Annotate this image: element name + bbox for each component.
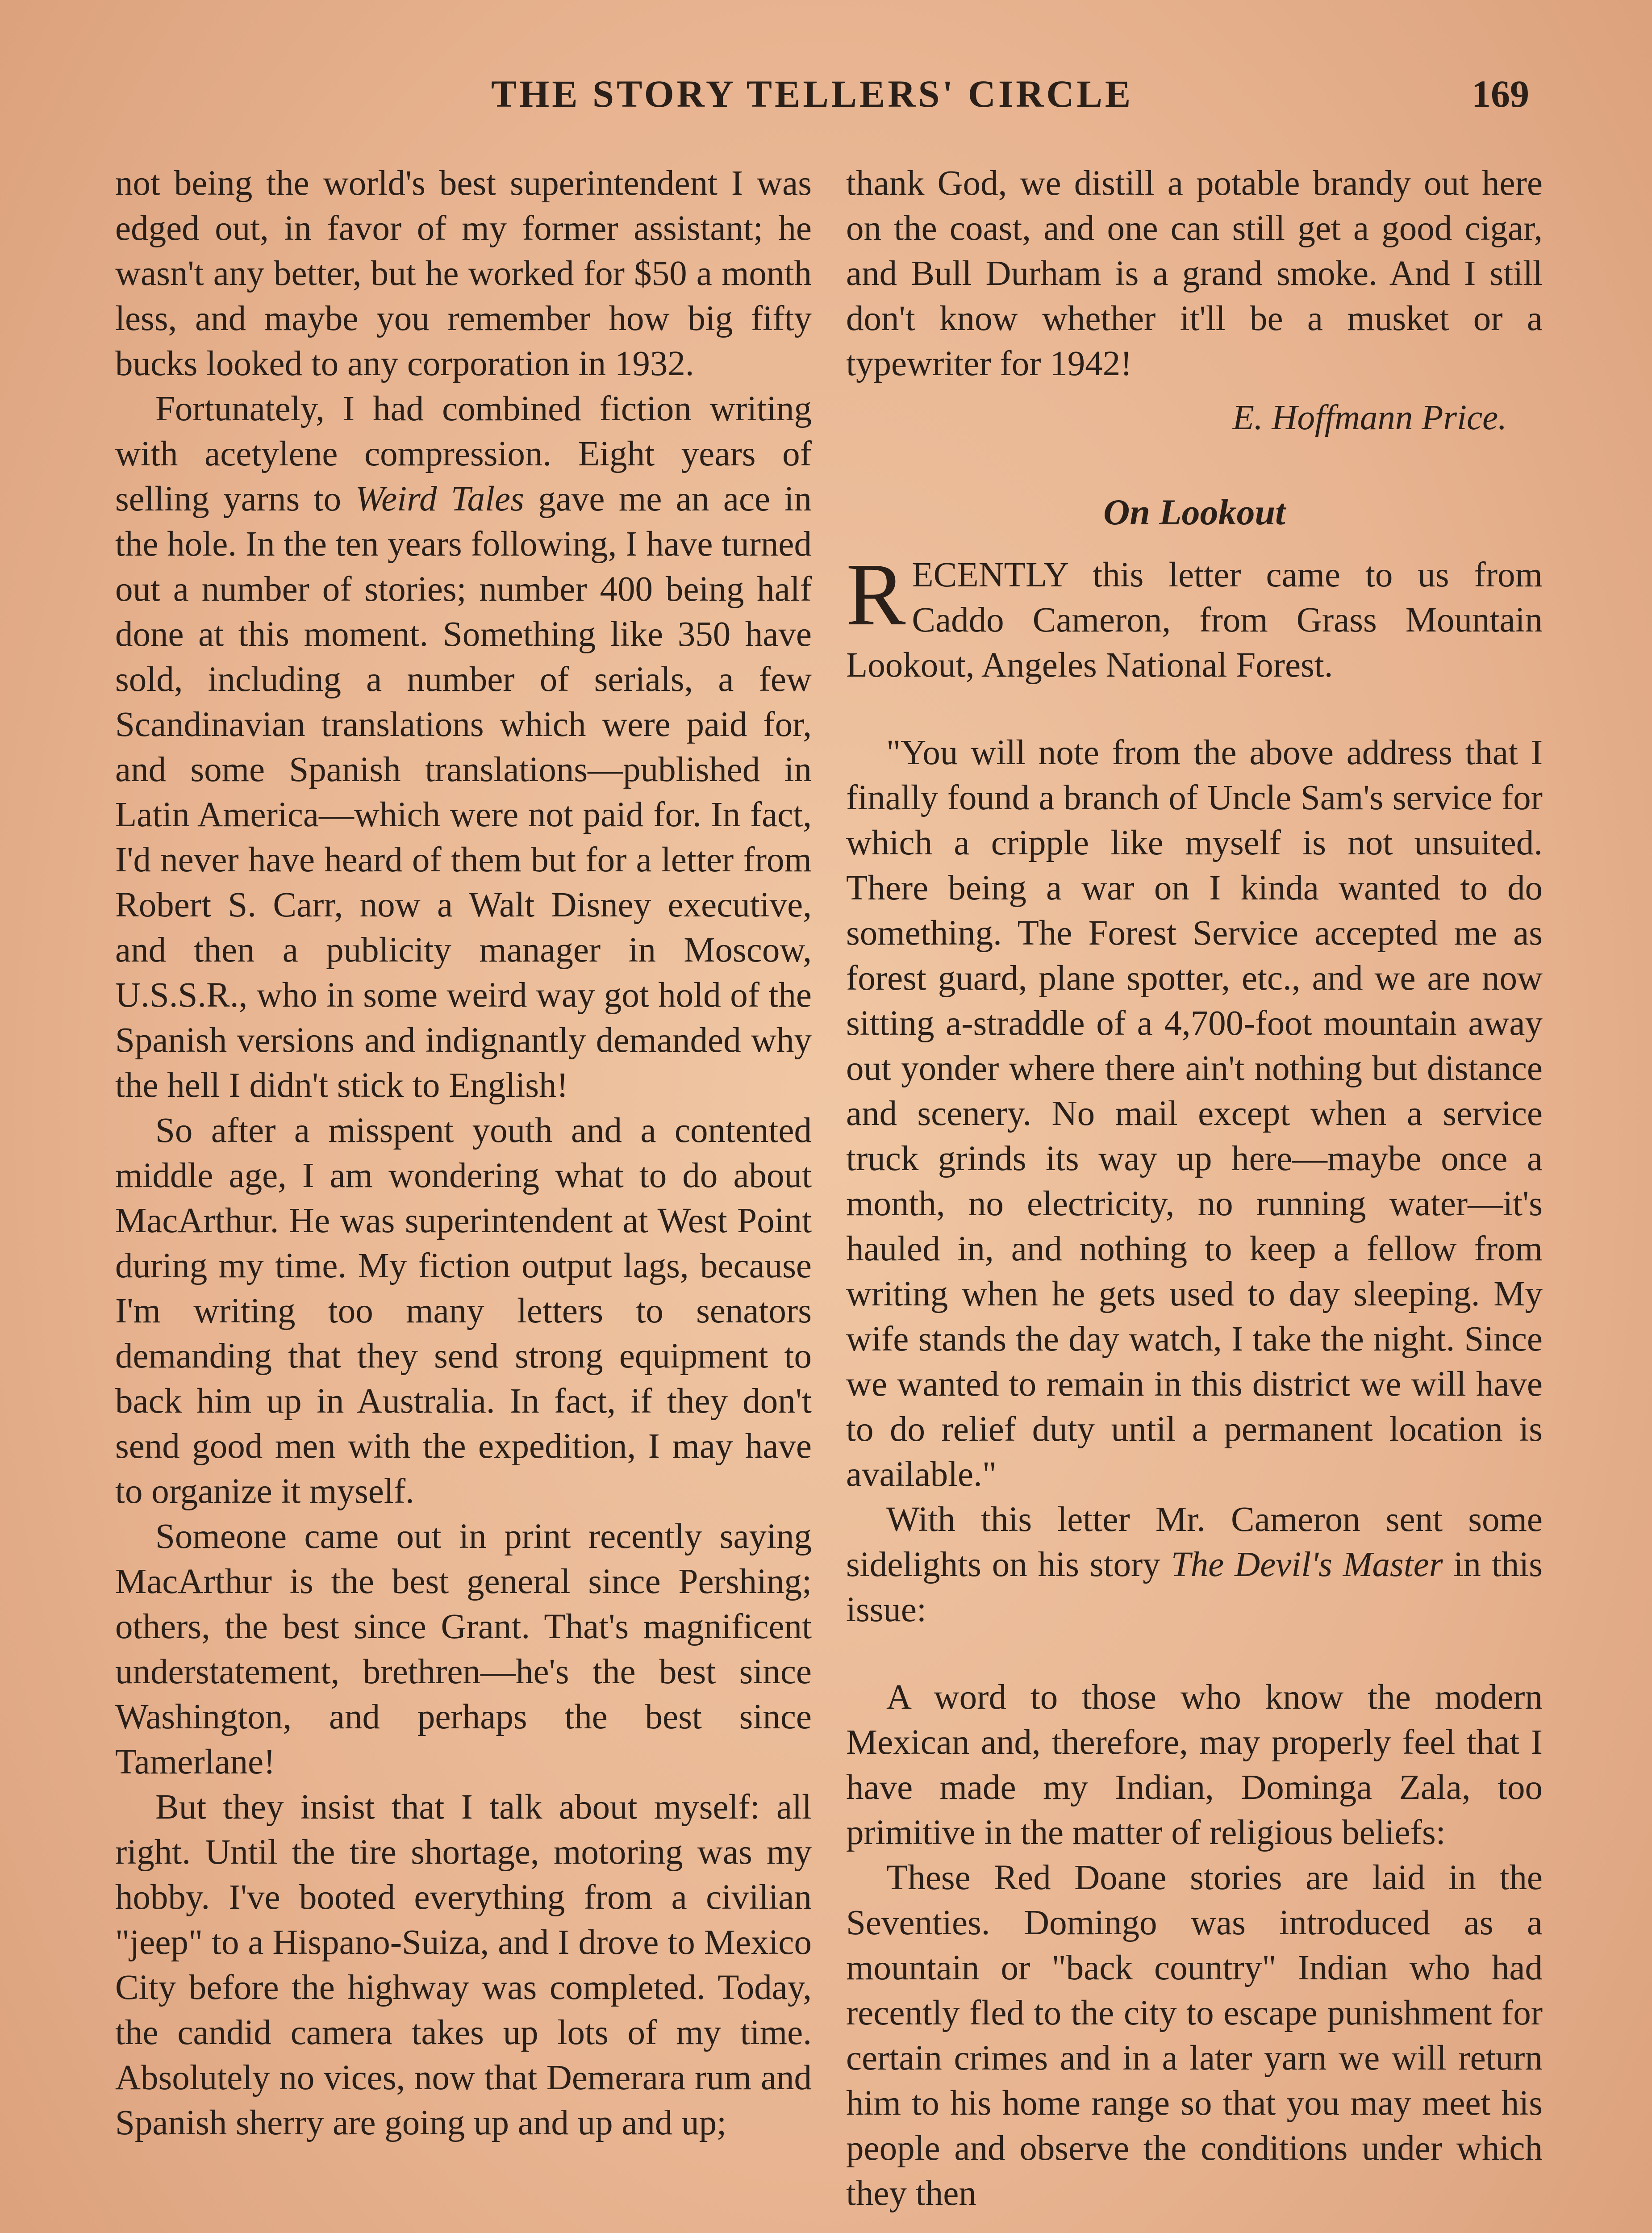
right-paragraph-1: thank God, we distill a potable brandy out here on the coast, and one can still get a good cigar, and Bull Durham is a grand smoke. And I still don't know whether it'll be a musket or a typewriter for 1942! xyxy=(846,164,1543,383)
right-paragraph-4: These Red Doane stories are laid in the Seventies. Domingo was introduced as a mountain or "back country" Indian who had recently fled to the city to escape punishment for certain crimes and in a later yarn we will return him to his home range so that you may meet his people and observe the conditions under which they then xyxy=(846,1858,1543,2213)
page-number: 169 xyxy=(1472,72,1529,115)
left-paragraph-2-start: Fortunately, I had combined fiction writing with acetylene compression. Eight years of selling yarns to xyxy=(115,389,812,519)
section-title: On Lookout xyxy=(1103,492,1285,532)
left-paragraph-1: not being the world's best superintendent I was edged out, in favor of my former assistant; he wasn't any better, but he worked for $50 a month less, and maybe you remember how big fifty bucks looked to any corporation in 1932. xyxy=(115,164,812,383)
magazine-title-weird-tales: Weird Tales xyxy=(355,480,524,519)
left-column xyxy=(115,161,812,2145)
page-header xyxy=(0,63,1652,125)
left-paragraph-4: Someone came out in print recently saying MacArthur is the best general since Pershing; others, the best since Grant. That's magnificent understatement, brethren—he's the best since Washington, and perhaps the best since Tamerlane! xyxy=(115,1517,812,1781)
right-paragraph-2 xyxy=(846,1497,1543,1632)
story-title-devils-master: The Devil's Master xyxy=(1171,1545,1443,1584)
left-paragraph-2 xyxy=(115,386,812,1108)
spacer xyxy=(846,688,1543,730)
intro-paragraph xyxy=(846,545,1543,688)
right-paragraph-2-start: With this letter Mr. Cameron sent some sidelights on his story xyxy=(846,1500,1543,1584)
right-paragraph-2-end: in this issue: xyxy=(846,1545,1543,1629)
right-paragraph-3: A word to those who know the modern Mexican and, therefore, may properly feel that I have made my Indian, Dominga Zala, too primitive in the matter of religious beliefs: xyxy=(846,1678,1543,1852)
running-head: THE STORY TELLERS' CIRCLE xyxy=(491,72,1134,115)
spacer xyxy=(846,1632,1543,1675)
drop-cap: R xyxy=(846,545,906,644)
left-paragraph-3: So after a misspent youth and a contented middle age, I am wondering what to do about MacArthur. He was superintendent at West Point during my time. My fiction output lags, because I'm writing too many letters to senators demanding that they send strong equipment to back him up in Australia. In fact, if they don't send good men with the expedition, I may have to organize it myself. xyxy=(115,1111,812,1511)
right-column xyxy=(846,161,1543,2216)
left-paragraph-5: But they insist that I talk about myself: all right. Until the tire shortage, motoring was my hobby. I've booted everything from a civilian "jeep" to a Hispano-Suiza, and I drove to Mexico City before the highway was completed. Today, the candid camera takes up lots of my time. Absolutely no vices, now that Demerara rum and Spanish sherry are going up and up and up; xyxy=(115,1788,812,2142)
signature: E. Hoffmann Price. xyxy=(1232,398,1507,437)
left-paragraph-2-end: gave me an ace in the hole. In the ten years following, I have turned out a number of stories; number 400 being half done at this moment. Something like 350 have sold, including a number of serials, a few Scandinavian translations which were paid for, and some Spanish translations—published in Latin America—which were not paid for. In fact, I'd never have heard of them but for a letter from Robert S. Carr, now a Walt Disney executive, and then a publicity manager in Moscow, U.S.S.R., who in some weird way got hold of the Spanish versions and indignantly demanded why the hell I didn't stick to English! xyxy=(115,480,812,1105)
intro-text: ECENTLY this letter came to us from Caddo Cameron, from Grass Mountain Lookout, Angeles National Forest. xyxy=(846,556,1543,685)
quoted-letter: "You will note from the above address that I finally found a branch of Uncle Sam's service for which a cripple like myself is not unsuited. There being a war on I kinda wanted to do something. The Forest Service accepted me as forest guard, plane spotter, etc., and we are now sitting a-straddle of a 4,700-foot mountain away out yonder where there ain't nothing but distance and scenery. No mail except when a service truck grinds its way up here—maybe once a month, no electricity, no running water—it's hauled in, and nothing to keep a fellow from writing when he gets used to day sleeping. My wife stands the day watch, I take the night. Since we wanted to remain in this district we will have to do relief duty until a permanent location is available." xyxy=(846,733,1543,1494)
